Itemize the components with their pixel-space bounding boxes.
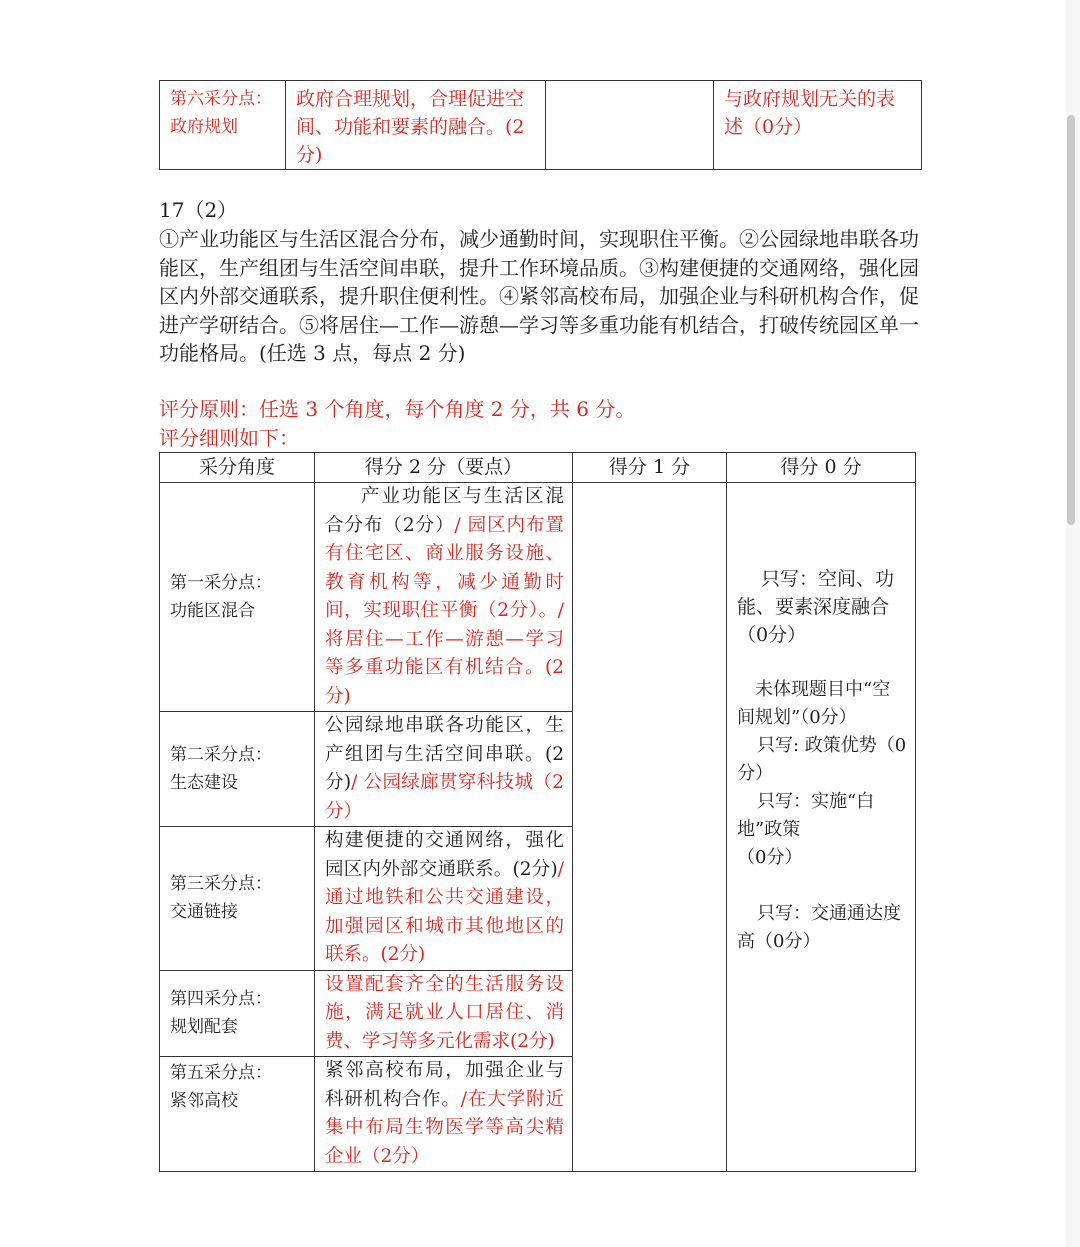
criterion-name: 紧邻高校 — [170, 1091, 238, 1111]
header-zero-points: 得分 0 分 — [727, 453, 916, 483]
zero-point-cell: 与政府规划无关的表述（0分） — [714, 81, 922, 170]
alternative-text: / 通过地铁和公共交通建设，加强园区和城市其他地区的联系。(2分) — [325, 858, 564, 965]
table-row — [160, 81, 922, 170]
zero-point-item: 未体现题目中“空间规划”（0分） — [737, 679, 891, 728]
alternative-text: / 公园绿廊贯穿科技城（2分） — [325, 772, 565, 822]
criterion-name: 规划配套 — [170, 1017, 238, 1038]
two-point-cell — [315, 1057, 573, 1172]
header-one-point: 得分 1 分 — [573, 453, 727, 483]
two-point-cell — [315, 970, 573, 1057]
criterion-number: 第六采分点： — [170, 89, 272, 109]
criterion-name: 交通链接 — [170, 902, 238, 923]
criterion-label-cell — [160, 712, 315, 827]
alternative-text: /在大学附近集中布局生物医学等高尖精企业（2分） — [325, 1088, 564, 1167]
scrollbar-thumb[interactable] — [1067, 115, 1075, 525]
zero-point-item: 只写: 政策优势（0分） — [737, 735, 907, 784]
zero-point-item: 只写：空间、功能、要素深度融合（0分） — [737, 568, 895, 646]
scoring-principle: 评分原则：任选 3 个角度，每个角度 2 分，共 6 分。 — [159, 397, 636, 421]
criterion-number: 第一采分点： — [170, 573, 272, 593]
criterion-label-cell — [160, 1057, 315, 1172]
alternative-text: 设置配套齐全的生活服务设施，满足就业人口居住、消费、学习等多元化需求(2分) — [325, 973, 564, 1052]
two-point-cell — [315, 827, 573, 971]
two-point-cell: 政府合理规划，合理促进空间、功能和要素的融合。(2分) — [286, 81, 546, 170]
criterion-label-cell — [160, 81, 286, 170]
table-row — [160, 483, 916, 712]
point-text: 公园绿地串联各功能区，生产组团与生活空间串联。(2分) — [325, 715, 564, 793]
scoring-details-table — [159, 452, 916, 1172]
criterion-label-cell — [160, 827, 315, 971]
point-text: 构建便捷的交通网络，强化园区内外部交通联系。(2分) — [325, 830, 564, 880]
question-number: 17（2） — [159, 198, 238, 222]
table-header-row — [160, 453, 916, 483]
point-text: 紧邻高校布局，加强企业与科研机构合作。 — [325, 1060, 564, 1110]
zero-point-cell — [727, 483, 916, 1172]
criterion-label-cell — [160, 483, 315, 712]
criterion-number: 第三采分点： — [170, 874, 272, 895]
reference-answer: ①产业功能区与生活区混合分布，减少通勤时间，实现职住平衡。②公园绿地串联各功能区，生产组团与生活空间串联，提升工作环境品质。③构建便捷的交通网络，强化园区内外部交通联系，提升职住便利性。④紧邻高校布局，加强企业与科研机构合作，促进产学研结合。⑤将居住—工作—游憩—学习等多重功能有机结合，打破传统园区单一功能格局。(任选 3 点，每点 2 分) — [159, 227, 919, 366]
header-two-points: 得分 2 分（要点） — [315, 453, 573, 483]
two-point-cell — [315, 483, 573, 712]
scoring-rules-intro: 评分细则如下： — [159, 426, 299, 450]
alternative-text: / 园区内布置有住宅区、商业服务设施、教育机构等，减少通勤时间，实现职住平衡（2分）。/ 将居住—工作—游憩—学习等多重功能区有机结合。(2分) — [325, 514, 564, 707]
one-point-cell — [573, 483, 727, 1172]
criterion-name: 生态建设 — [170, 773, 238, 793]
criterion-number: 第四采分点： — [170, 989, 272, 1010]
zero-point-item: 只写：实施“白地”政策 — [737, 791, 875, 840]
two-point-cell — [315, 712, 573, 827]
point-text: 产业功能区与生活区混合分布（2分） — [325, 486, 564, 536]
criterion-label-cell — [160, 970, 315, 1057]
zero-point-item: （0分） — [737, 847, 803, 868]
one-point-cell — [546, 81, 714, 170]
criterion-name: 功能区混合 — [170, 601, 255, 621]
criterion-number: 第五采分点： — [170, 1063, 272, 1083]
criterion-name: 政府规划 — [170, 117, 238, 137]
criterion-number: 第二采分点： — [170, 745, 272, 765]
top-scoring-table — [159, 80, 922, 170]
header-criterion: 采分角度 — [160, 453, 315, 483]
zero-point-item: 只写：交通通达度高（0分） — [737, 903, 901, 952]
